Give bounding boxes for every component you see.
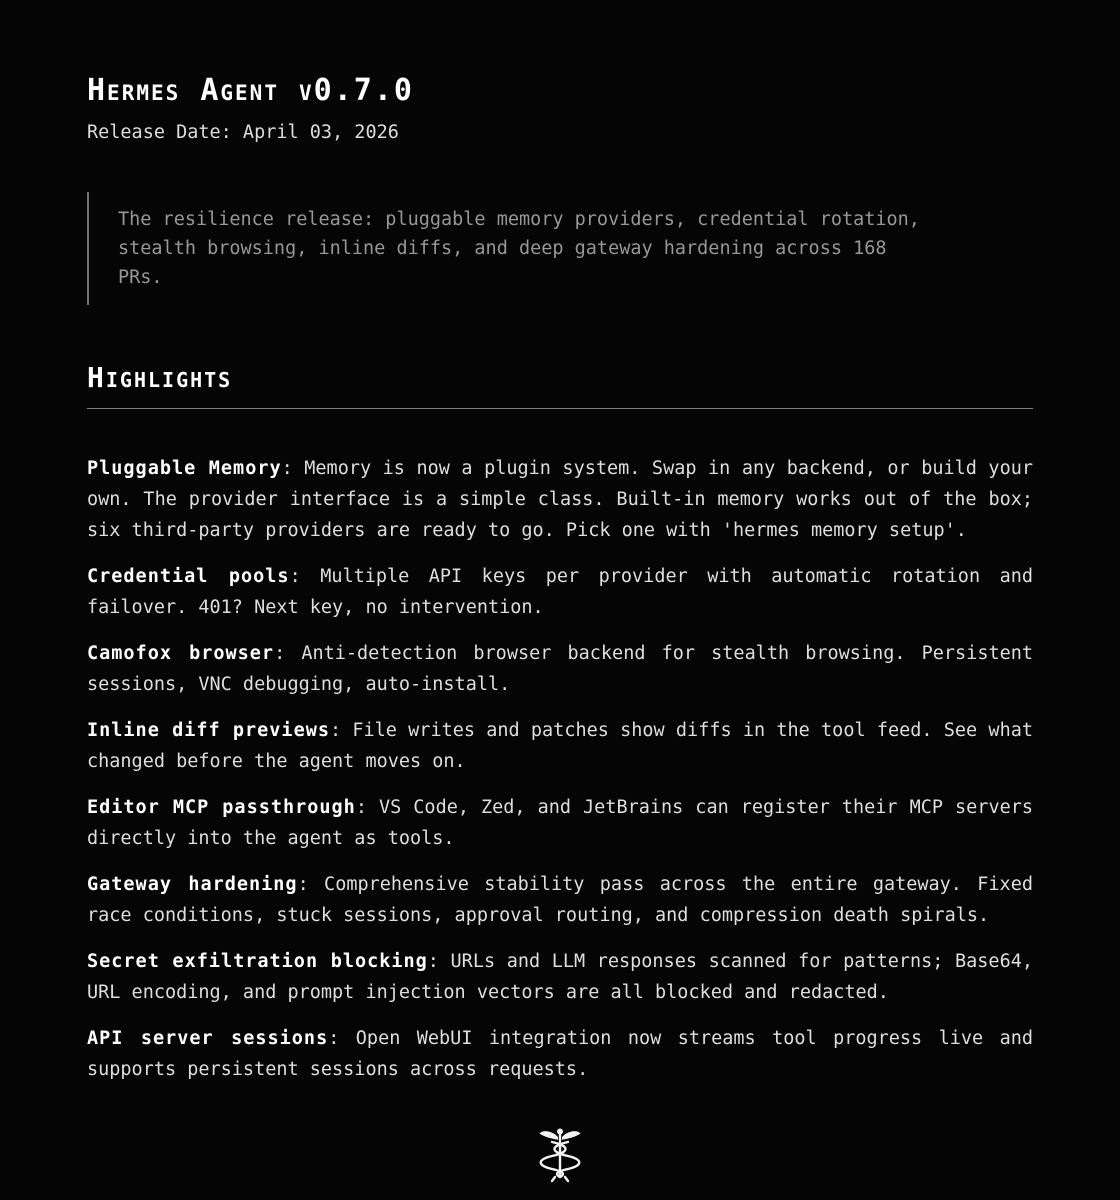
release-summary-text: The resilience release: pluggable memory providers, credential rotation, stealth browsing, inline diffs, and deep gateway hardening across 168 PRs. [118,209,920,288]
highlight-term: Camofox browser [87,643,275,664]
section-divider [87,408,1033,409]
highlight-item [87,869,1033,931]
release-date: Release Date: April 03, 2026 [87,122,399,143]
highlight-item [87,453,1033,546]
highlight-term: Gateway hardening [87,874,298,895]
highlight-description: : Open WebUI integration now streams tool progress live and supports persistent sessions across requests. [87,1028,1034,1080]
footer [87,1127,1033,1189]
highlight-description: : Memory is now a plugin system. Swap in any backend, or build your own. The provider interface is a simple class. Built-in memory works out of the box; six third-party providers are ready to go. Pick one with 'hermes memory setup'. [87,458,1033,541]
highlights-list [87,453,1033,1085]
release-summary-quote [87,192,937,305]
highlight-item [87,946,1033,1008]
highlight-item [87,1023,1033,1085]
highlight-item [87,792,1033,854]
highlight-description: : Comprehensive stability pass across the entire gateway. Fixed race conditions, stuck sessions, approval routing, and compression death spirals. [87,874,1033,926]
highlight-description: : URLs and LLM responses scanned for patterns; Base64, URL encoding, and prompt injection vectors are all blocked and redacted. [87,951,1033,1003]
highlight-term: Editor MCP passthrough [87,797,356,818]
page-title: Hermes Agent v0.7.0 [87,73,414,108]
highlight-term: Credential pools [87,566,290,587]
highlight-description: : Multiple API keys per provider with automatic rotation and failover. 401? Next key, no intervention. [87,566,1033,618]
highlight-term: Pluggable Memory [87,458,282,479]
highlight-term: Secret exfiltration blocking [87,951,428,972]
caduceus-icon [538,1127,582,1185]
highlight-description: : Anti-detection browser backend for stealth browsing. Persistent sessions, VNC debugging, auto-install. [87,643,1034,695]
highlight-description: : File writes and patches show diffs in the tool feed. See what changed before the agent moves on. [87,720,1033,772]
highlight-term: Inline diff previews [87,720,330,741]
highlight-item [87,561,1033,623]
highlight-description: : VS Code, Zed, and JetBrains can register their MCP servers directly into the agent as tools. [87,797,1033,849]
highlight-item [87,715,1033,777]
highlight-item [87,638,1033,700]
section-heading-highlights: Highlights [87,361,233,394]
highlight-term: API server sessions [87,1028,329,1049]
